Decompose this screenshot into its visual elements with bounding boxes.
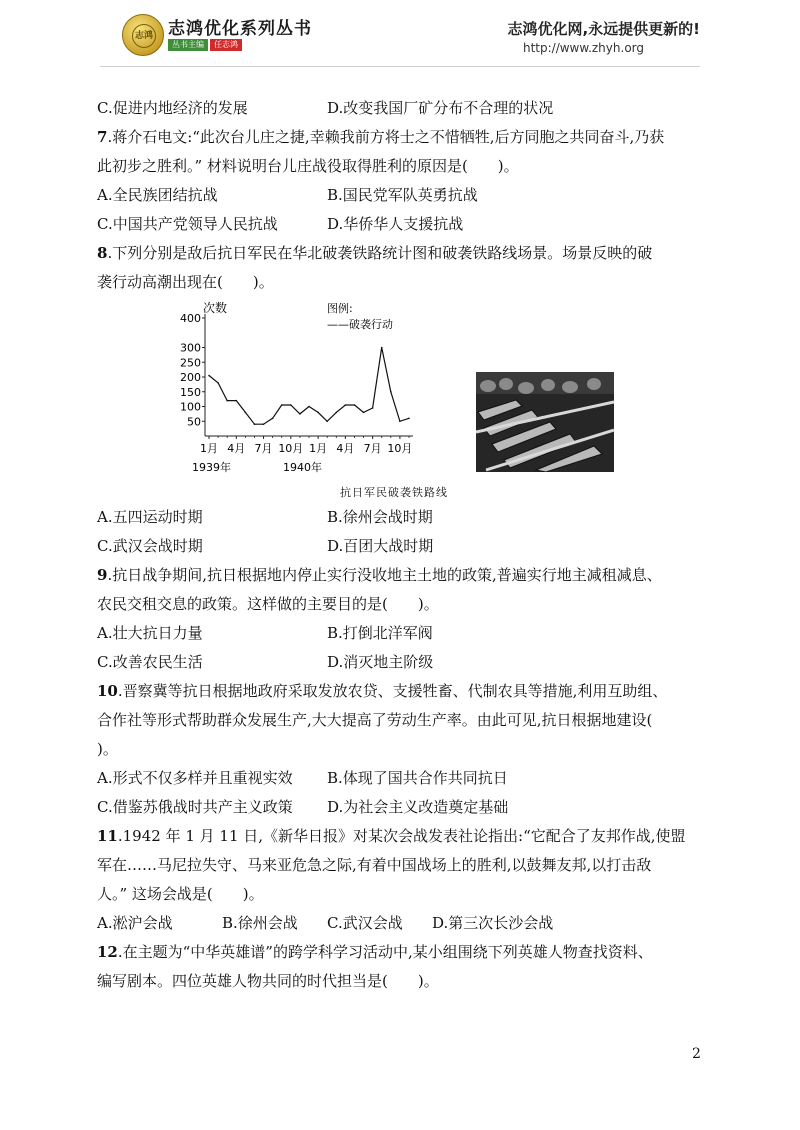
editor-name: 任志鸿 bbox=[210, 39, 242, 51]
q8-option-c: C.武汉会战时期 bbox=[97, 537, 203, 555]
q11-option-a: A.淞沪会战 bbox=[97, 914, 173, 932]
chart-data-point bbox=[326, 420, 328, 422]
chart-data-point bbox=[263, 423, 265, 425]
q7-number: 7 bbox=[97, 128, 108, 146]
q10-stem-line-1 bbox=[97, 681, 667, 701]
railway-photo-image bbox=[476, 372, 614, 472]
chart-data-point bbox=[372, 407, 374, 409]
chart-data-point bbox=[226, 400, 228, 402]
chart-xtick-label: 1月 bbox=[309, 442, 328, 455]
chart-data-point bbox=[354, 404, 356, 406]
q10-option-b: B.体现了国共合作共同抗日 bbox=[327, 769, 508, 787]
q12-number: 12 bbox=[97, 943, 118, 961]
q11-option-b: B.徐州会战 bbox=[222, 914, 298, 932]
q8-option-b: B.徐州会战时期 bbox=[327, 508, 433, 526]
chart-xtick-label: 1月 bbox=[200, 442, 218, 455]
chart-ytick-label: 50 bbox=[187, 415, 201, 429]
chart-data-point bbox=[299, 413, 301, 415]
chart-year-label-1940: 1940年 bbox=[283, 461, 322, 474]
q12-stem-line-1 bbox=[97, 942, 653, 962]
q12-stem-line-2: 编写剧本。四位英雄人物共同的时代担当是( )。 bbox=[97, 972, 439, 990]
publisher-logo-icon bbox=[122, 14, 164, 56]
chart-ytick-label: 100 bbox=[180, 400, 201, 414]
chart-data-point bbox=[408, 418, 410, 420]
q11-option-c: C.武汉会战 bbox=[327, 914, 403, 932]
chart-data-point bbox=[235, 400, 237, 402]
chart-data-point bbox=[317, 412, 319, 414]
q8-number: 8 bbox=[97, 244, 108, 262]
q10-option-c: C.借鉴苏俄战时共产主义政策 bbox=[97, 798, 293, 816]
railway-sabotage-photo bbox=[476, 372, 614, 472]
chart-data-point bbox=[335, 412, 337, 414]
chart-data-point bbox=[308, 406, 310, 408]
header-divider bbox=[100, 66, 700, 67]
q7-text-1: .蒋介石电文:“此次台儿庄之捷,幸赖我前方将士之不惜牺牲,后方同胞之共同奋斗,乃获 bbox=[107, 128, 665, 146]
page-number: 2 bbox=[692, 1046, 701, 1062]
chart-ytick-label: 250 bbox=[180, 356, 201, 370]
q11-stem-line-3: 人。” 这场会战是( )。 bbox=[97, 885, 264, 903]
chart-data-point bbox=[217, 382, 219, 384]
q8-stem-line-2: 袭行动高潮出现在( )。 bbox=[97, 273, 274, 291]
q7-option-a: A.全民族团结抗战 bbox=[97, 186, 218, 204]
q11-option-d: D.第三次长沙会战 bbox=[432, 914, 554, 932]
photo-caption: 抗日军民破袭铁路线 bbox=[340, 486, 448, 499]
q9-stem-line-1 bbox=[97, 565, 662, 585]
chart-data-point bbox=[345, 404, 347, 406]
chart-legend-entry: ——破袭行动 bbox=[327, 318, 393, 331]
q10-stem-line-3: )。 bbox=[97, 740, 118, 758]
q11-text-1: .1942 年 1 月 11 日,《新华日报》对某次会战发表社论指出:“它配合了友邦作战,使盟 bbox=[117, 827, 686, 845]
chart-year-label-1939: 1939年 bbox=[192, 461, 231, 474]
q9-text-1: .抗日战争期间,抗日根据地内停止实行没收地主土地的政策,普遍实行地主减租减息、 bbox=[107, 566, 662, 584]
chart-data-point bbox=[363, 412, 365, 414]
q10-stem-line-2: 合作社等形式帮助群众发展生产,大大提高了劳动生产率。由此可见,抗日根据地建设( bbox=[97, 711, 653, 729]
q9-option-c: C.改善农民生活 bbox=[97, 653, 203, 671]
q9-number: 9 bbox=[97, 566, 108, 584]
q7-stem-line-1 bbox=[97, 127, 664, 147]
chart-ytick-label: 200 bbox=[180, 371, 201, 384]
q8-text-1: .下列分别是敌后抗日军民在华北破袭铁路统计图和破袭铁路线场景。场景反映的破 bbox=[107, 244, 653, 262]
chart-data-point bbox=[390, 391, 392, 393]
chart-ylabel: 次数 bbox=[203, 301, 228, 315]
page-header bbox=[0, 0, 800, 66]
railway-sabotage-line-chart bbox=[175, 298, 435, 478]
chart-data-point bbox=[254, 423, 256, 425]
chart-data-point bbox=[208, 375, 210, 377]
q9-option-d: D.消灭地主阶级 bbox=[327, 653, 434, 671]
chart-series-line bbox=[209, 348, 409, 425]
header-slogan: 志鸿优化网,永远提供更新的! bbox=[507, 20, 700, 38]
chart-xtick-label: 7月 bbox=[363, 442, 382, 455]
header-url[interactable]: http://www.zhyh.org bbox=[522, 41, 644, 55]
chart-data-point bbox=[290, 404, 292, 406]
q8-option-d: D.百团大战时期 bbox=[327, 537, 434, 555]
q9-option-a: A.壮大抗日力量 bbox=[97, 624, 203, 642]
q11-number: 11 bbox=[97, 827, 118, 845]
chart-ytick-label: 150 bbox=[180, 385, 201, 399]
q8-stem-line-1 bbox=[97, 243, 652, 263]
logo-text: 志鸿 bbox=[132, 24, 156, 48]
brand-subtitle bbox=[168, 39, 242, 51]
chart-data-point bbox=[272, 418, 274, 420]
q10-option-d: D.为社会主义改造奠定基础 bbox=[327, 798, 509, 816]
chart-data-point bbox=[281, 404, 283, 406]
chart-ytick-label: 400 bbox=[180, 312, 201, 325]
chart-xtick-label: 10月 bbox=[387, 442, 413, 455]
chart-data-point bbox=[245, 412, 247, 414]
q8-option-a: A.五四运动时期 bbox=[97, 508, 203, 526]
q9-option-b: B.打倒北洋军阀 bbox=[327, 624, 433, 642]
chart-xtick-label: 10月 bbox=[278, 442, 304, 455]
q7-stem-line-2: 此初步之胜利。” 材料说明台儿庄战役取得胜利的原因是( )。 bbox=[97, 157, 519, 175]
q10-number: 10 bbox=[97, 682, 118, 700]
q10-option-a: A.形式不仅多样并且重视实效 bbox=[97, 769, 293, 787]
q7-option-d: D.华侨华人支援抗战 bbox=[327, 215, 464, 233]
chart-ytick-label: 300 bbox=[180, 341, 201, 355]
q10-text-1: .晋察冀等抗日根据地政府采取发放农贷、支援牲畜、代制农具等措施,利用互助组、 bbox=[117, 682, 668, 700]
chart-xtick-label: 7月 bbox=[254, 442, 273, 455]
q12-text-1: .在主题为“中华英雄谱”的跨学科学习活动中,某小组围绕下列英雄人物查找资料、 bbox=[117, 943, 653, 961]
chart-legend-title: 图例: bbox=[327, 302, 353, 315]
chart-xtick-label: 4月 bbox=[336, 442, 355, 455]
q6-option-d: D.改变我国厂矿分布不合理的状况 bbox=[327, 99, 554, 117]
q7-option-b: B.国民党军队英勇抗战 bbox=[327, 186, 478, 204]
brand-title: 志鸿优化系列丛书 bbox=[168, 19, 312, 39]
editor-label: 丛书主编 bbox=[168, 39, 208, 51]
q7-option-c: C.中国共产党领导人民抗战 bbox=[97, 215, 278, 233]
q9-stem-line-2: 农民交租交息的政策。这样做的主要目的是( )。 bbox=[97, 595, 439, 613]
chart-data-point bbox=[381, 347, 383, 349]
q11-stem-line-1 bbox=[97, 826, 686, 846]
chart-data-point bbox=[399, 420, 401, 422]
q6-option-c: C.促进内地经济的发展 bbox=[97, 99, 248, 117]
q11-stem-line-2: 军在……马尼拉失守、马来亚危急之际,有着中国战场上的胜利,以鼓舞友邦,以打击敌 bbox=[97, 856, 652, 874]
chart-xtick-label: 4月 bbox=[227, 442, 246, 455]
